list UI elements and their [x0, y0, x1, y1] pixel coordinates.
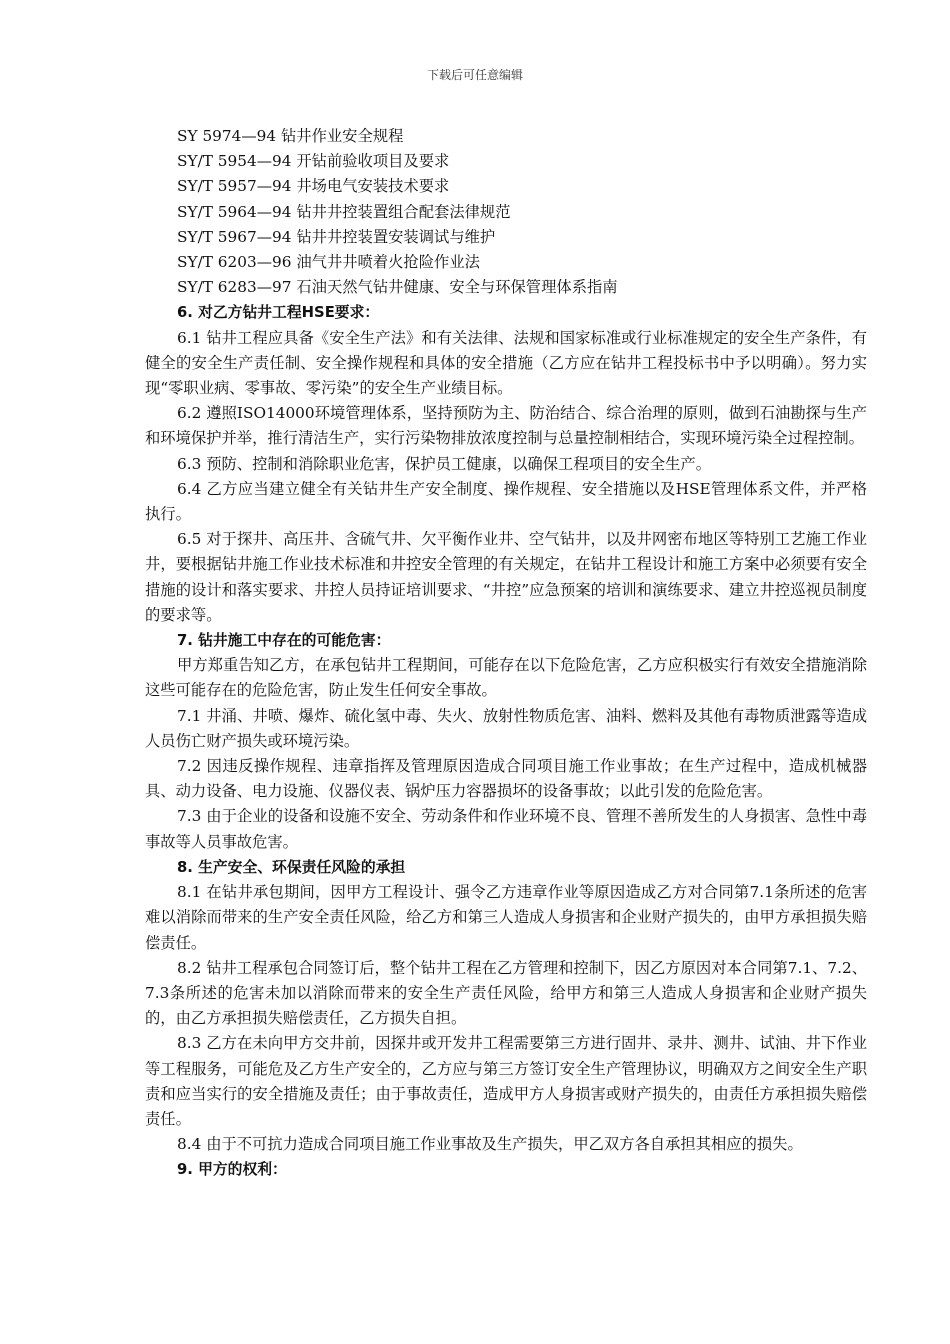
standard-item: SY/T 6203—96 油气井井喷着火抢险作业法	[177, 253, 480, 272]
paragraph-6-1: 6.1 钻井工程应具备《安全生产法》和有关法律、法规和国家标准或行业标准规定的安全生产条件，有健全的安全生产责任制、安全操作规程和具体的安全措施（乙方应在钻井工程投标书中予以明确）。努力实现“零职业病、零事故、零污染”的安全生产业绩目标。	[145, 328, 867, 398]
paragraph-6-2: 6.2 遵照ISO14000环境管理体系，坚持预防为主、防治结合、综合治理的原则，做到石油勘探与生产和环境保护并举，推行清洁生产，实行污染物排放浓度控制与总量控制相结合，实现环境污染全过程控制。	[145, 404, 867, 448]
standard-item: SY/T 5957—94 井场电气安装技术要求	[177, 177, 450, 196]
section-9-heading: 9. 甲方的权利：	[177, 1161, 287, 1179]
paragraph-7-3: 7.3 由于企业的设备和设施不安全、劳动条件和作业环境不良、管理不善所发生的人身损害、急性中毒事故等人员事故危害。	[145, 807, 867, 851]
paragraph-8-2: 8.2 钻井工程承包合同签订后，整个钻井工程在乙方管理和控制下，因乙方原因对本合同第7.1、7.2、7.3条所述的危害未加以消除而带来的安全生产责任风险，给甲方和第三人造成人身损害和企业财产损失的，由乙方承担损失赔偿责任，乙方损失自担。	[145, 958, 867, 1028]
standard-item: SY/T 6283—97 石油天然气钻井健康、安全与环保管理体系指南	[177, 278, 618, 297]
paragraph-8-4: 8.4 由于不可抗力造成合同项目施工作业事故及生产损失，甲乙双方各自承担其相应的损失。	[177, 1135, 803, 1154]
section-7-heading: 7. 钻井施工中存在的可能危害：	[177, 632, 391, 650]
paragraph-7-1: 7.1 井涌、井喷、爆炸、硫化氢中毒、失火、放射性物质危害、油料、燃料及其他有毒物质泄露等造成人员伤亡财产损失或环境污染。	[145, 706, 867, 750]
paragraph-6-3: 6.3 预防、控制和消除职业危害，保护员工健康，以确保工程项目的安全生产。	[177, 454, 711, 473]
standard-item: SY/T 5964—94 钻井井控装置组合配套法律规范	[177, 202, 511, 221]
paragraph-6-4: 6.4 乙方应当建立健全有关钻井生产安全制度、操作规程、安全措施以及HSE管理体系文件，并严格执行。	[145, 479, 867, 524]
standard-item: SY 5974—94 钻井作业安全规程	[177, 127, 404, 145]
standard-item: SY/T 5954—94 开钻前验收项目及要求	[177, 152, 450, 171]
section-6-heading: 6. 对乙方钻井工程HSE要求：	[177, 304, 380, 322]
standard-item: SY/T 5967—94 钻井井控装置安装调试与维护	[177, 227, 496, 246]
paragraph-8-1: 8.1 在钻井承包期间，因甲方工程设计、强令乙方违章作业等原因造成乙方对合同第7.1条所述的危害难以消除而带来的生产安全责任风险，给乙方和第三人造成人身损害和企业财产损失的，由甲方承担损失赔偿责任。	[145, 883, 867, 952]
section-8-heading: 8. 生产安全、环保责任风险的承担	[177, 858, 406, 876]
paragraph-7-intro: 甲方郑重告知乙方，在承包钻井工程期间，可能存在以下危险危害，乙方应积极实行有效安全措施消除这些可能存在的危险危害，防止发生任何安全事故。	[145, 656, 867, 700]
paragraph-7-2: 7.2 因违反操作规程、违章指挥及管理原因造成合同项目施工作业事故；在生产过程中，造成机械器具、动力设备、电力设施、仪器仪表、锅炉压力容器损坏的设备事故；以此引发的危险危害。	[145, 757, 867, 801]
document-body	[145, 124, 867, 1183]
paragraph-8-3: 8.3 乙方在未向甲方交井前，因探井或开发井工程需要第三方进行固井、录井、测井、试油、井下作业等工程服务，可能危及乙方生产安全的，乙方应与第三方签订安全生产管理协议，明确双方之间安全生产职责和应当实行的安全措施及责任；由于事故责任，造成甲方人身损害或财产损失的，由责任方承担损失赔偿责任。	[145, 1034, 867, 1128]
page-header: 下载后可任意编辑	[426, 68, 523, 82]
paragraph-6-5: 6.5 对于探井、高压井、含硫气井、欠平衡作业井、空气钻井，以及井网密布地区等特别工艺施工作业井，要根据钻井施工作业技术标准和井控安全管理的有关规定，在钻井工程设计和施工方案中必须要有安全措施的设计和落实要求、井控人员持证培训要求、“井控”应急预案的培训和演练要求、建立井控巡视员制度的要求等。	[145, 530, 867, 624]
